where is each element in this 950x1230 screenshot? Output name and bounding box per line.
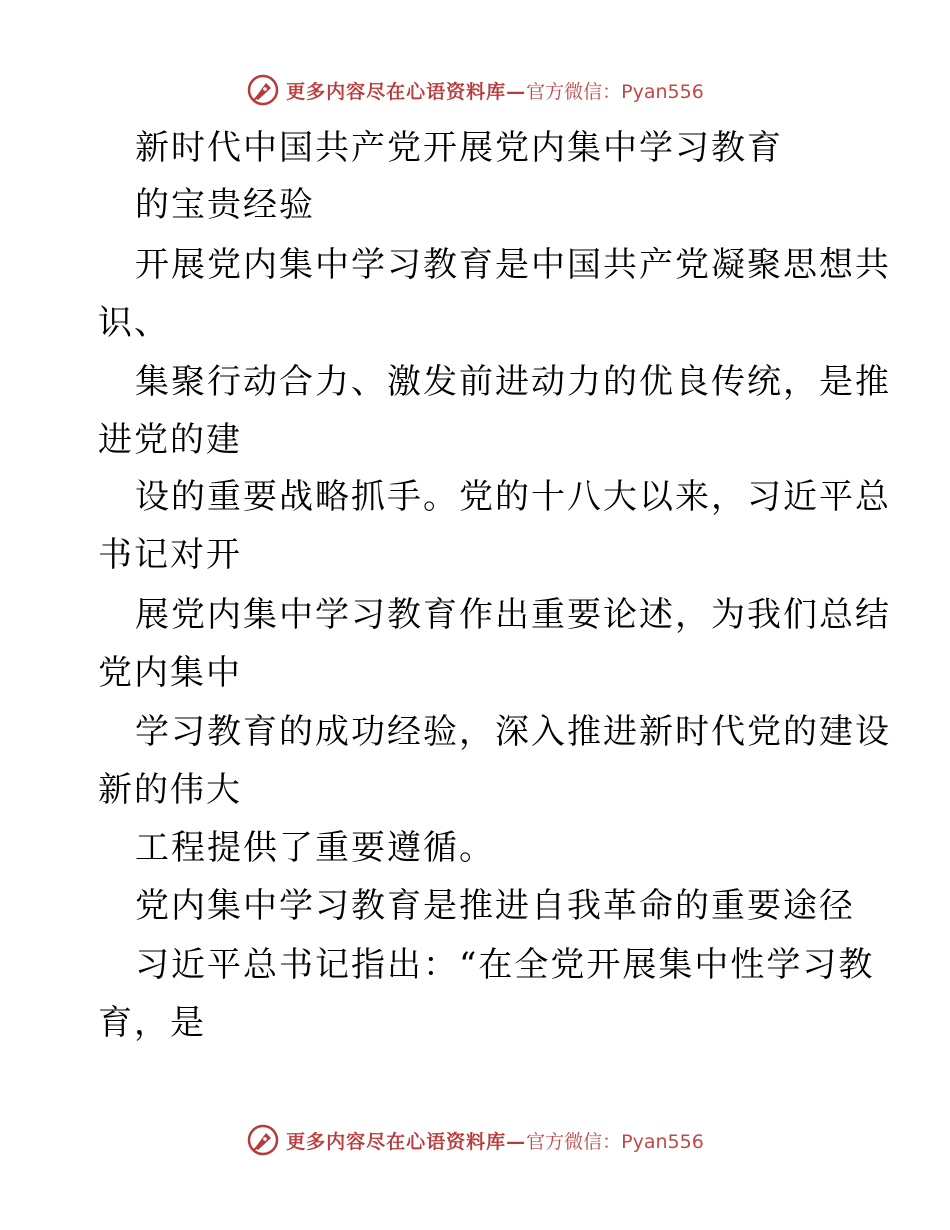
paragraph-line: 书记对开: [98, 535, 242, 575]
watermark-text: 更多内容尽在心语资料库—: [286, 80, 527, 103]
paragraph-line: 进党的建: [98, 420, 242, 460]
section-heading: 党内集中学习教育是推进自我革命的重要途径: [135, 886, 855, 926]
paragraph-line: 开展党内集中学习教育是中国共产党凝聚思想共: [135, 245, 891, 285]
paragraph-line: 党内集中: [98, 653, 242, 693]
paragraph-line: 设的重要战略抓手。党的十八大以来，习近平总: [135, 477, 891, 517]
title-line: 新时代中国共产党开展党内集中学习教育: [135, 128, 783, 168]
paragraph-line: 育，是: [98, 1003, 206, 1043]
paragraph-line: 新的伟大: [98, 770, 242, 810]
fountain-pen-nib-icon: [246, 1123, 280, 1157]
watermark-text: 更多内容尽在心语资料库—: [286, 1130, 527, 1153]
paragraph-line: 学习教育的成功经验，深入推进新时代党的建设: [135, 712, 891, 752]
paragraph-line: 工程提供了重要遵循。: [135, 828, 495, 868]
header-watermark: [0, 70, 950, 110]
title-line: 的宝贵经验: [135, 185, 315, 225]
paragraph-line: 集聚行动合力、激发前进动力的优良传统，是推: [135, 362, 891, 402]
paragraph-line: 展党内集中学习教育作出重要论述，为我们总结: [135, 595, 891, 635]
watermark-suffix: 官方微信：Pyan556: [526, 80, 704, 103]
paragraph-line: 识、: [98, 303, 170, 343]
paragraph-line: 习近平总书记指出：“在全党开展集中性学习教: [135, 945, 875, 985]
footer-watermark: [0, 1120, 950, 1160]
watermark-suffix: 官方微信：Pyan556: [526, 1130, 704, 1153]
fountain-pen-nib-icon: [246, 73, 280, 107]
